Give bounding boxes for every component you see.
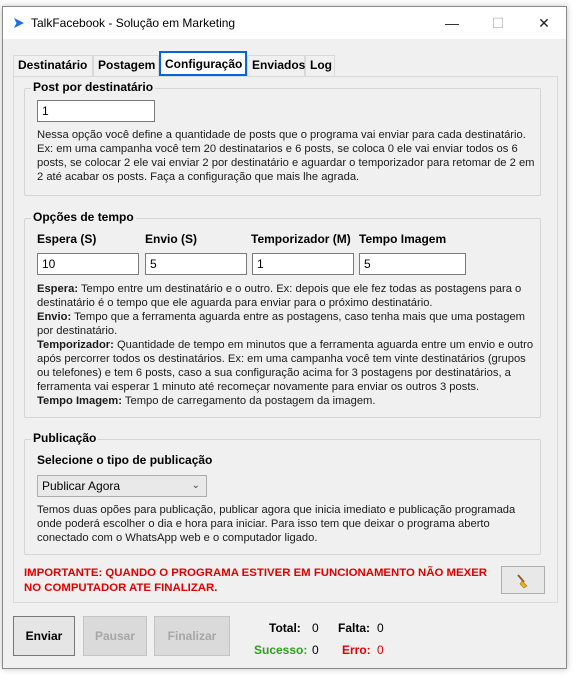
title-bar: [3, 7, 566, 39]
publication-type-value: Publicar Agora: [42, 479, 121, 493]
sucesso-label: Sucesso:: [254, 643, 308, 657]
envio-label: Envio (S): [145, 232, 198, 246]
envio-term: Envio:: [37, 311, 72, 323]
pause-button[interactable]: Pausar: [83, 616, 147, 656]
publication-type-select[interactable]: [37, 475, 207, 497]
send-button[interactable]: Enviar: [13, 616, 75, 656]
posts-per-recipient-input[interactable]: 1: [37, 100, 155, 122]
tempo-imagem-input[interactable]: 5: [359, 253, 466, 275]
publicacao-group: [24, 431, 541, 555]
maximize-button[interactable]: ☐: [491, 15, 505, 31]
erro-label: Erro:: [342, 643, 371, 657]
close-button[interactable]: ✕: [538, 15, 550, 31]
group-title-publicacao: Publicação: [33, 431, 97, 445]
falta-label: Falta:: [338, 621, 371, 635]
chevron-down-icon: ⌄: [191, 480, 200, 491]
falta-value: 0: [377, 621, 384, 635]
espera-help: Tempo entre um destinatário e o outro. Ex: depois que ele fez todas as postagens para o destinatário é o tempo que ele aguarda para enviar para o próximo destinatário.: [37, 283, 522, 309]
temporizador-help: Quantidade de tempo em minutos que a ferramenta aguarda entre um envio e outro após percorrer todos os destinatários. Ex: em uma campanha você tem vinte destinatários (grupos ou telefones) e tem 6 posts, caso a sua configuração acima for 3 postagens por destinatários, a ferramenta vai esperar 1 minuto até recomeçar novamente para enviar os outros 3 posts.: [37, 339, 534, 393]
opcoes-de-tempo-group: [24, 210, 541, 418]
group-title-tempo: Opções de tempo: [33, 210, 134, 224]
temporizador-label: Temporizador (M): [251, 232, 351, 246]
group-title-post: Post por destinatário: [33, 80, 154, 94]
warning-text: IMPORTANTE: QUANDO O PROGRAMA ESTIVER EM FUNCIONAMENTO NÃO MEXER NO COMPUTADOR ATE FINALIZAR.: [24, 567, 488, 594]
sucesso-value: 0: [312, 643, 319, 657]
window-title: TalkFacebook - Solução em Marketing: [31, 16, 236, 30]
tab-log[interactable]: Log: [305, 55, 335, 76]
envio-help: Tempo que a ferramenta aguarda entre as postagens, caso tenha mais que uma postagem por destinatário.: [37, 311, 525, 337]
tab-destinatario[interactable]: Destinatário: [13, 55, 93, 76]
temporizador-term: Temporizador:: [37, 339, 114, 351]
finish-button[interactable]: Finalizar: [154, 616, 230, 656]
tab-enviados[interactable]: Enviados: [247, 55, 305, 76]
espera-term: Espera:: [37, 283, 79, 295]
post-por-destinatario-description: Nessa opção você define a quantidade de posts que o programa vai enviar para cada destinatário. Ex: em uma campanha você tem 20 destinatarios e 6 posts, se coloca 0 ele vai enviar todos os 6 posts, se colocar 2 ele vai enviar 2 por destinatário e aguardar o temporizador para retomar de 2 em 2 até acabar os posts. Faça a configuração que mais lhe agrada.: [37, 129, 535, 183]
app-logo-icon: [13, 17, 25, 29]
total-value: 0: [312, 621, 319, 635]
tempo-help-text: [37, 282, 537, 408]
espera-label: Espera (S): [37, 232, 97, 246]
tempo-imagem-term: Tempo Imagem:: [37, 395, 122, 407]
total-label: Total:: [269, 621, 301, 635]
erro-value: 0: [377, 643, 384, 657]
main-window: [2, 6, 567, 669]
clean-button[interactable]: [501, 566, 545, 594]
tempo-imagem-help: Tempo de carregamento da postagem da imagem.: [121, 395, 376, 407]
tab-configuracao[interactable]: Configuração: [159, 51, 247, 76]
tab-postagem[interactable]: Postagem: [93, 55, 159, 76]
broom-icon: [515, 573, 531, 589]
minimize-button[interactable]: —: [445, 15, 459, 31]
envio-input[interactable]: 5: [145, 253, 247, 275]
tempo-imagem-label: Tempo Imagem: [359, 232, 447, 246]
configuracao-panel: [13, 76, 558, 603]
temporizador-input[interactable]: 1: [252, 253, 354, 275]
post-por-destinatario-group: [24, 80, 541, 196]
espera-input[interactable]: 10: [37, 253, 139, 275]
publicacao-description: Temos duas opões para publicação, publicar agora que inicia imediato e publicação programada onde poderá escolher o dia e hora para iniciar. Para isso tem que deixar o programa aberto conectado com o WhatsApp web e o computador ligado.: [37, 504, 516, 544]
publicacao-select-label: Selecione o tipo de publicação: [37, 453, 213, 467]
